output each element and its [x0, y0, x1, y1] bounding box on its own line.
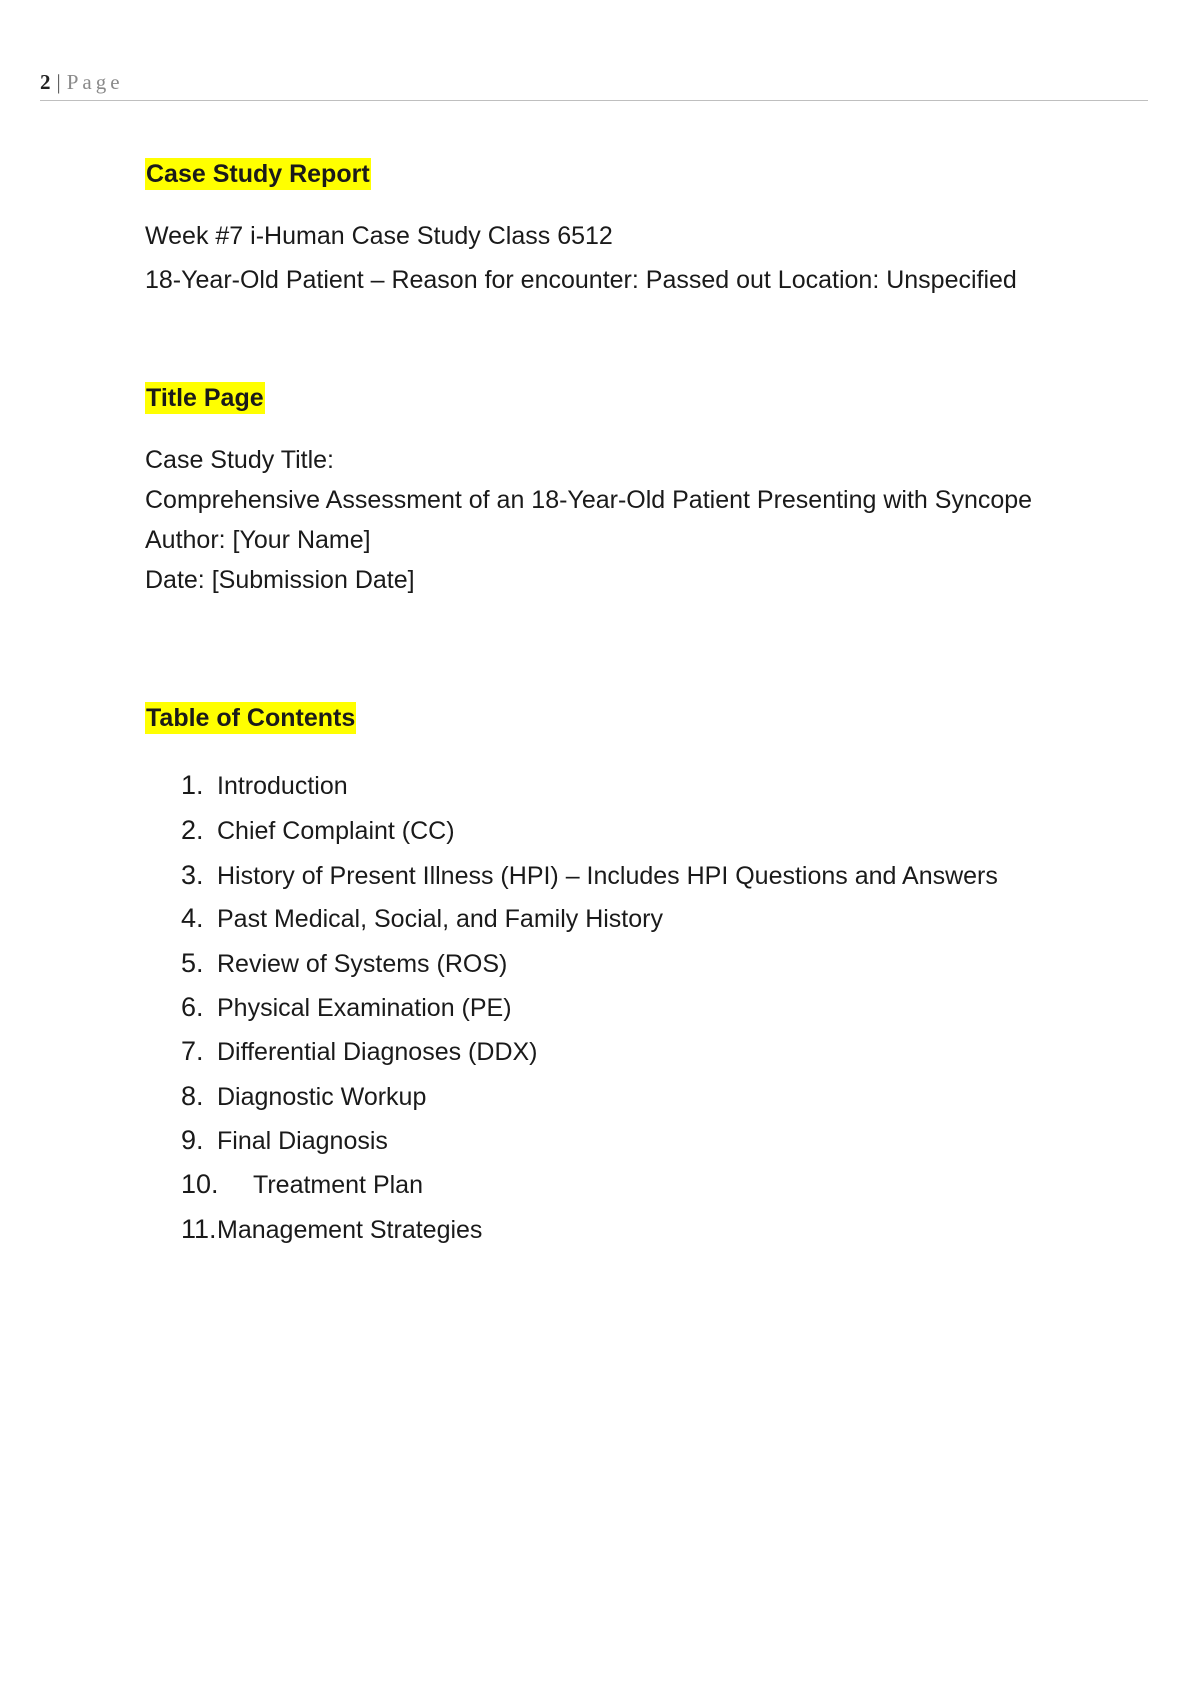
heading-table-of-contents: Table of Contents [146, 704, 356, 732]
title-line-author: Author: [Your Name] [145, 526, 371, 554]
toc-item: 9. Final Diagnosis [181, 1125, 388, 1155]
report-line-patient: 18-Year-Old Patient – Reason for encounter: Passed out Location: Unspecified [145, 266, 1017, 294]
page-number: 2 [40, 70, 51, 94]
title-line-title: Comprehensive Assessment of an 18-Year-Old Patient Presenting with Syncope [145, 486, 1033, 514]
page-header [40, 70, 1148, 101]
heading-title-page: Title Page [146, 384, 264, 412]
toc-item: 3. History of Present Illness (HPI) – Includes HPI Questions and Answers [181, 860, 998, 890]
title-line-label: Case Study Title: [145, 446, 334, 474]
toc-item: 1. Introduction [181, 770, 348, 800]
toc-item: 4. Past Medical, Social, and Family History [181, 903, 663, 933]
toc-item: 11.Management Strategies [181, 1214, 483, 1244]
page-word: Page [66, 70, 124, 94]
report-line-week: Week #7 i-Human Case Study Class 6512 [145, 222, 613, 250]
heading-case-study-report: Case Study Report [146, 160, 370, 188]
toc-item: 8. Diagnostic Workup [181, 1081, 427, 1111]
toc-item: 6. Physical Examination (PE) [181, 992, 512, 1022]
toc-item: 10. Treatment Plan [181, 1169, 423, 1199]
toc-item: 5. Review of Systems (ROS) [181, 948, 508, 978]
toc-item: 7. Differential Diagnoses (DDX) [181, 1036, 538, 1066]
title-line-date: Date: [Submission Date] [145, 566, 415, 594]
toc-item: 2. Chief Complaint (CC) [181, 815, 455, 845]
header-separator: | [56, 70, 61, 94]
